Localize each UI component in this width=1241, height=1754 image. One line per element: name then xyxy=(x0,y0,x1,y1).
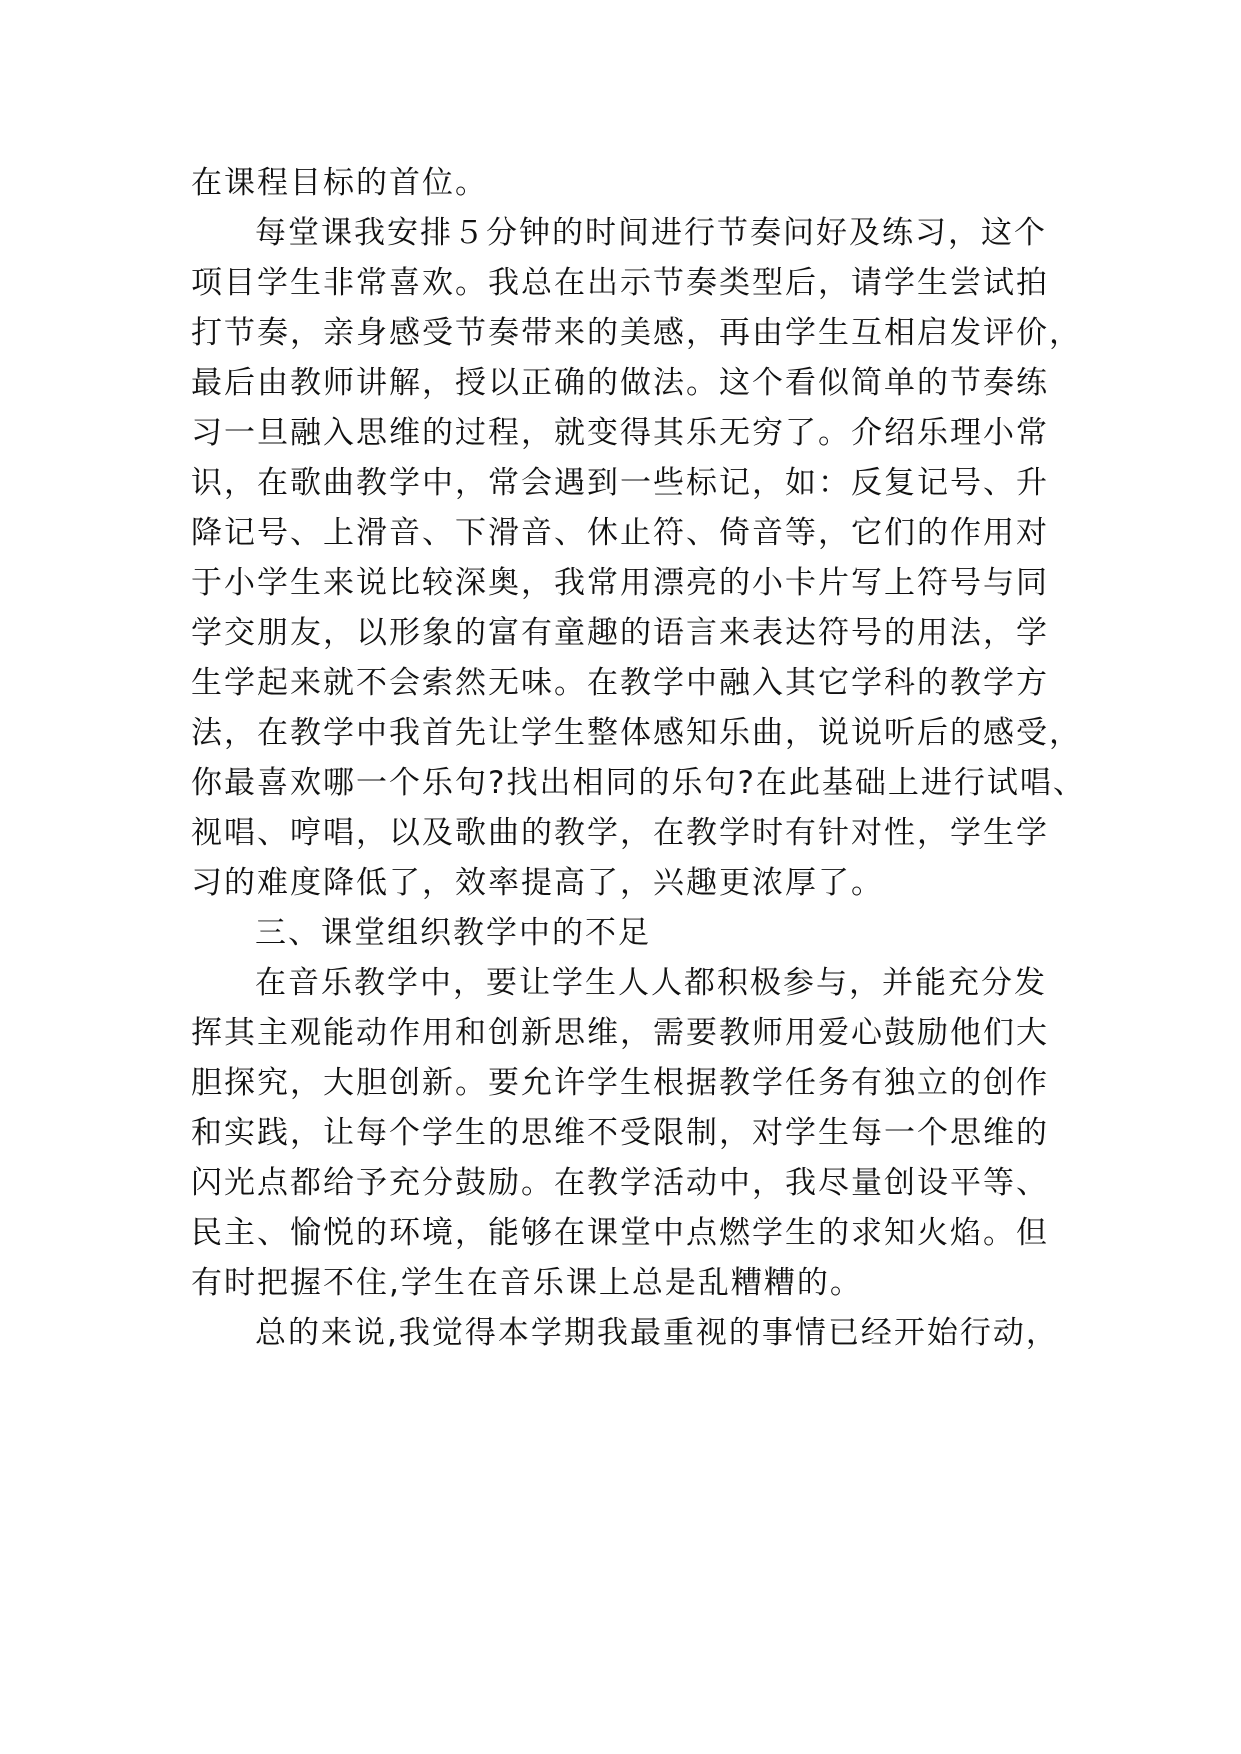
text-line: 在课程目标的首位。 xyxy=(191,165,488,201)
text-line: 挥其主观能动作用和创新思维，需要教师用爱心鼓励他们大 xyxy=(191,1015,1049,1051)
text-line: 最后由教师讲解，授以正确的做法。这个看似简单的节奏练 xyxy=(191,365,1049,401)
text-line: 降记号、上滑音、下滑音、休止符、倚音等，它们的作用对 xyxy=(191,515,1049,551)
section-heading: 三、课堂组织教学中的不足 xyxy=(255,915,651,951)
text-line: 视唱、哼唱，以及歌曲的教学，在教学时有针对性，学生学 xyxy=(191,815,1049,851)
text-line: 识，在歌曲教学中，常会遇到一些标记，如：反复记号、升 xyxy=(191,465,1049,501)
text-line: 和实践，让每个学生的思维不受限制，对学生每一个思维的 xyxy=(191,1115,1049,1151)
document-body xyxy=(191,158,1086,1358)
text-line: 闪光点都给予充分鼓励。在教学活动中，我尽量创设平等、 xyxy=(191,1165,1049,1201)
text-line: 法，在教学中我首先让学生整体感知乐曲，说说听后的感受， xyxy=(191,715,1082,751)
text-line: 有时把握不住,学生在音乐课上总是乱糟糟的。 xyxy=(191,1265,863,1301)
text-line: 习的难度降低了，效率提高了，兴趣更浓厚了。 xyxy=(191,865,884,901)
text-line: 总的来说,我觉得本学期我最重视的事情已经开始行动， xyxy=(255,1315,1059,1351)
text-line: 项目学生非常喜欢。我总在出示节奏类型后，请学生尝试拍 xyxy=(191,265,1049,301)
text-line: 打节奏，亲身感受节奏带来的美感，再由学生互相启发评价， xyxy=(191,315,1082,351)
text-line: 你最喜欢哪一个乐句?找出相同的乐句?在此基础上进行试唱、 xyxy=(191,765,1086,801)
text-line: 胆探究，大胆创新。要允许学生根据教学任务有独立的创作 xyxy=(191,1065,1049,1101)
text-line: 每堂课我安排５分钟的时间进行节奏问好及练习，这个 xyxy=(255,215,1047,251)
text-line: 民主、愉悦的环境，能够在课堂中点燃学生的求知火焰。但 xyxy=(191,1215,1049,1251)
text-line: 习一旦融入思维的过程，就变得其乐无穷了。介绍乐理小常 xyxy=(191,415,1049,451)
text-line: 生学起来就不会索然无味。在教学中融入其它学科的教学方 xyxy=(191,665,1049,701)
text-line: 在音乐教学中，要让学生人人都积极参与，并能充分发 xyxy=(255,965,1047,1001)
text-line: 学交朋友，以形象的富有童趣的语言来表达符号的用法，学 xyxy=(191,615,1049,651)
text-line: 于小学生来说比较深奥，我常用漂亮的小卡片写上符号与同 xyxy=(191,565,1049,601)
